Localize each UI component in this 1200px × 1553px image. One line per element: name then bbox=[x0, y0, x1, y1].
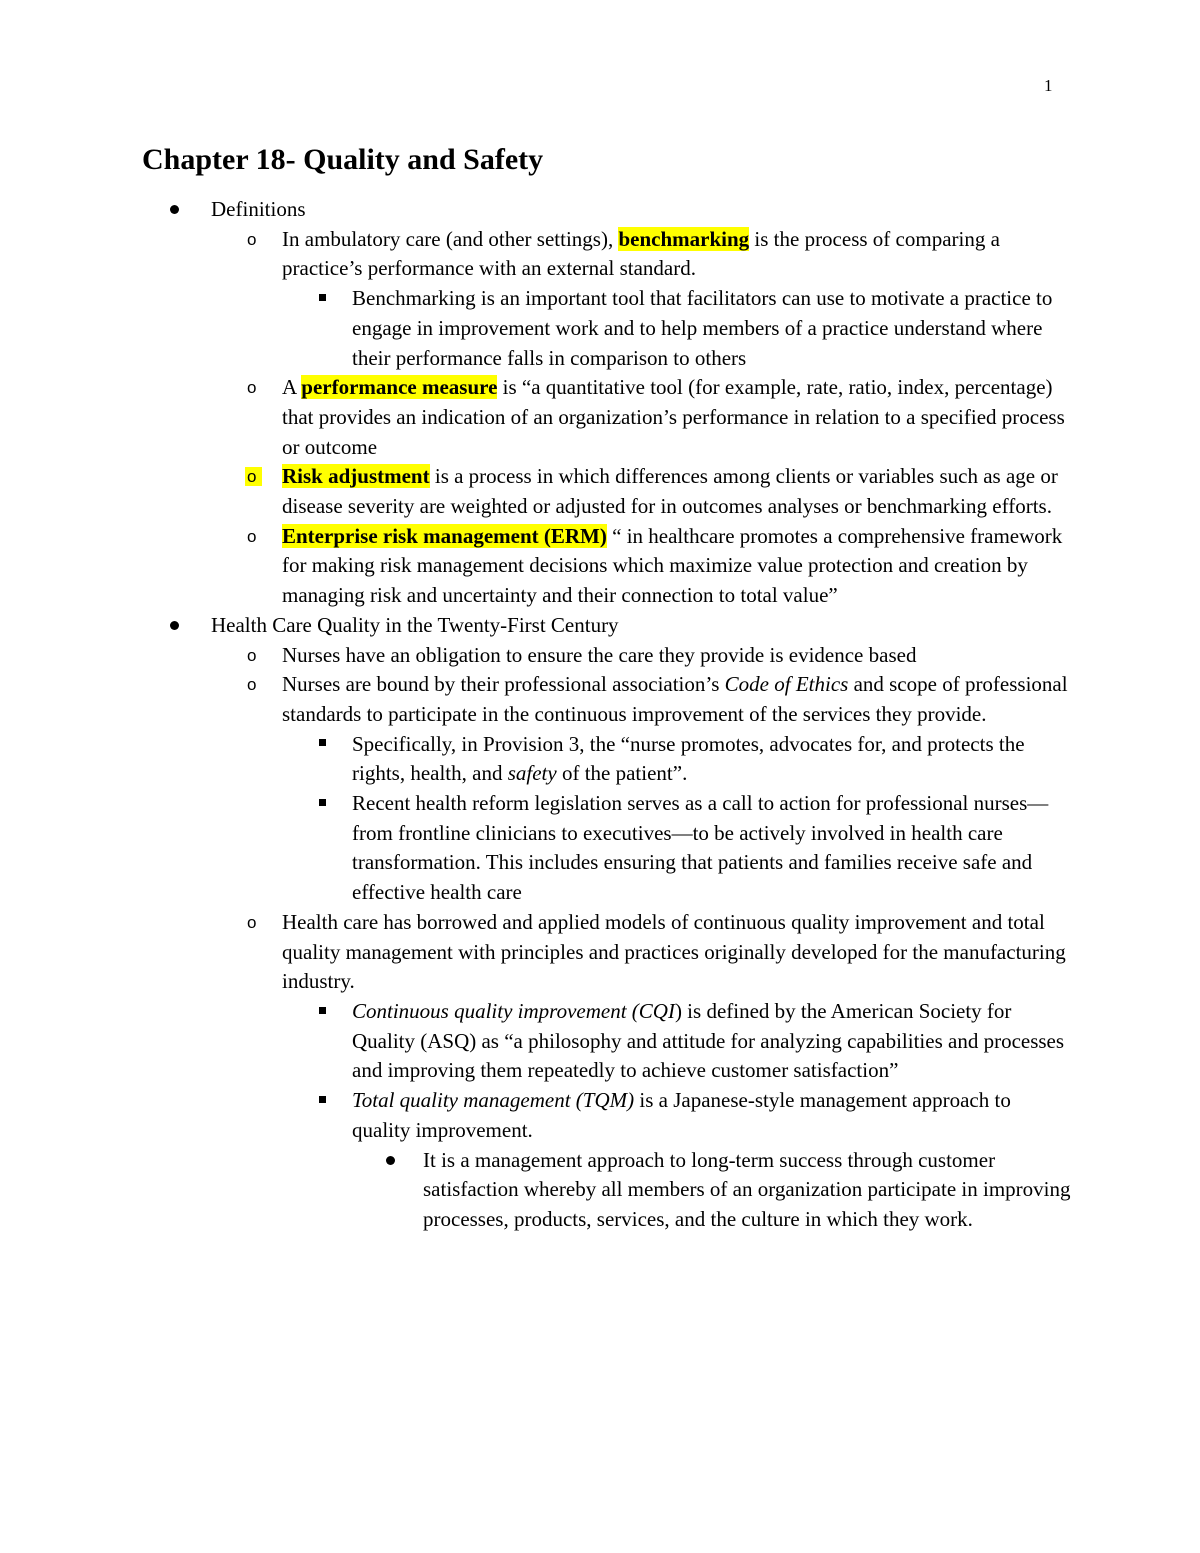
chapter-title: Chapter 18- Quality and Safety bbox=[142, 143, 544, 176]
heading-definitions: Definitions bbox=[211, 197, 306, 221]
list-item-health-care-quality bbox=[0, 611, 1200, 641]
risk-adjustment-post: is a process in which differences among clients or variables such as age or disease severity are weighted or adjusted for in outcomes analyses or benchmarking efforts. bbox=[282, 464, 1058, 519]
bullet-circle-icon: o bbox=[247, 526, 257, 546]
list-item-health-reform bbox=[0, 789, 1200, 908]
erm-post: “ in healthcare promotes a comprehensive framework for making risk management decisions which maximize value protection and creation by managing risk and uncertainty and their connection to total value” bbox=[282, 523, 1063, 608]
list-item-definitions bbox=[0, 195, 1200, 225]
list-item-risk-adjustment bbox=[0, 462, 1200, 521]
term-tqm: Total quality management (TQM) bbox=[352, 1088, 635, 1113]
list-item-performance-measure bbox=[0, 373, 1200, 462]
list-item-benchmarking bbox=[0, 225, 1200, 284]
bullet-square-icon bbox=[316, 730, 356, 760]
bullet-circle-icon: o bbox=[247, 645, 257, 665]
term-cqi: Continuous quality improvement (CQI bbox=[352, 998, 675, 1023]
list-item-cqi bbox=[0, 997, 1200, 1086]
term-erm: Enterprise risk management (ERM) bbox=[282, 523, 607, 548]
term-performance-measure: performance measure bbox=[301, 375, 498, 400]
benchmarking-tool-text: Benchmarking is an important tool that facilitators can use to motivate a practice to engage in improvement work and to help members of a practice understand where their performance falls in comparison to others bbox=[352, 286, 1053, 370]
term-risk-adjustment: Risk adjustment bbox=[282, 464, 430, 489]
code-of-ethics-term: Code of Ethics bbox=[724, 672, 849, 697]
provision-post: of the patient”. bbox=[556, 761, 688, 786]
borrowed-models-text: Health care has borrowed and applied models of continuous quality improvement and total quality management with principles and practices originally developed for the manufacturing industry. bbox=[282, 909, 1066, 994]
performance-measure-pre: A bbox=[282, 375, 302, 400]
bullet-circle-icon: o bbox=[247, 229, 257, 249]
list-item-tqm bbox=[0, 1086, 1200, 1145]
bullet-circle-icon: o bbox=[247, 378, 257, 398]
provision-pre: Specifically, in Provision 3, the “nurse promotes, advocates for, and protects the rights, health, and bbox=[352, 731, 1025, 786]
performance-measure-post: is “a quantitative tool (for example, rate, ratio, index, percentage) that provides an indication of an organization’s performance in relation to a specified process or outcome bbox=[282, 375, 1065, 459]
code-pre: Nurses are bound by their professional association’s bbox=[282, 672, 725, 697]
page-number: 1 bbox=[1044, 76, 1053, 95]
tqm-detail-text: It is a management approach to long-term success through customer satisfaction whereby all members of an organization participate in improving processes, products, services, and the culture in which they work. bbox=[423, 1147, 1071, 1231]
bullet-square-icon bbox=[316, 284, 356, 314]
bullet-square-icon bbox=[316, 1086, 356, 1116]
cqi-post: ) is defined by the American Society for Quality (ASQ) as “a philosophy and attitude for analyzing capabilities and processes and improving them repeatedly to achieve customer satisfaction” bbox=[352, 998, 1065, 1083]
list-item-provision-3 bbox=[0, 730, 1200, 789]
list-item-erm bbox=[0, 522, 1200, 611]
term-benchmarking: benchmarking bbox=[618, 226, 750, 251]
bullet-circle-icon: o bbox=[247, 675, 257, 695]
document-body bbox=[0, 195, 1200, 1235]
heading-health-care-quality: Health Care Quality in the Twenty-First Century bbox=[211, 612, 619, 637]
bullet-square-icon bbox=[316, 997, 356, 1027]
bullet-dot-icon bbox=[170, 611, 210, 641]
evidence-based-text: Nurses have an obligation to ensure the care they provide is evidence based bbox=[282, 642, 917, 667]
bullet-circle-icon: o bbox=[247, 912, 257, 932]
bullet-dot-icon bbox=[386, 1146, 426, 1176]
code-post: and scope of professional standards to participate in the continuous improvement of the services they provide. bbox=[282, 672, 1068, 726]
benchmarking-post: is the process of comparing a practice’s performance with an external standard. bbox=[282, 226, 1000, 281]
list-item-tqm-detail bbox=[0, 1146, 1200, 1235]
bullet-square-icon bbox=[316, 789, 356, 819]
health-reform-text: Recent health reform legislation serves as a call to action for professional nurses—from frontline clinicians to executives—to be actively involved in health care transformation. This includes ensuring that patients and families receive safe and effective health care bbox=[352, 791, 1049, 905]
bullet-dot-icon bbox=[170, 195, 210, 225]
tqm-post: is a Japanese-style management approach to quality improvement. bbox=[352, 1088, 1011, 1142]
list-item-benchmarking-tool bbox=[0, 284, 1200, 373]
provision-safety: safety bbox=[507, 761, 557, 786]
benchmarking-pre: In ambulatory care (and other settings), bbox=[282, 226, 619, 251]
bullet-circle-icon: o bbox=[247, 462, 287, 492]
list-item-code-of-ethics bbox=[0, 670, 1200, 729]
list-item-evidence-based bbox=[0, 641, 1200, 671]
list-item-borrowed-models bbox=[0, 908, 1200, 997]
